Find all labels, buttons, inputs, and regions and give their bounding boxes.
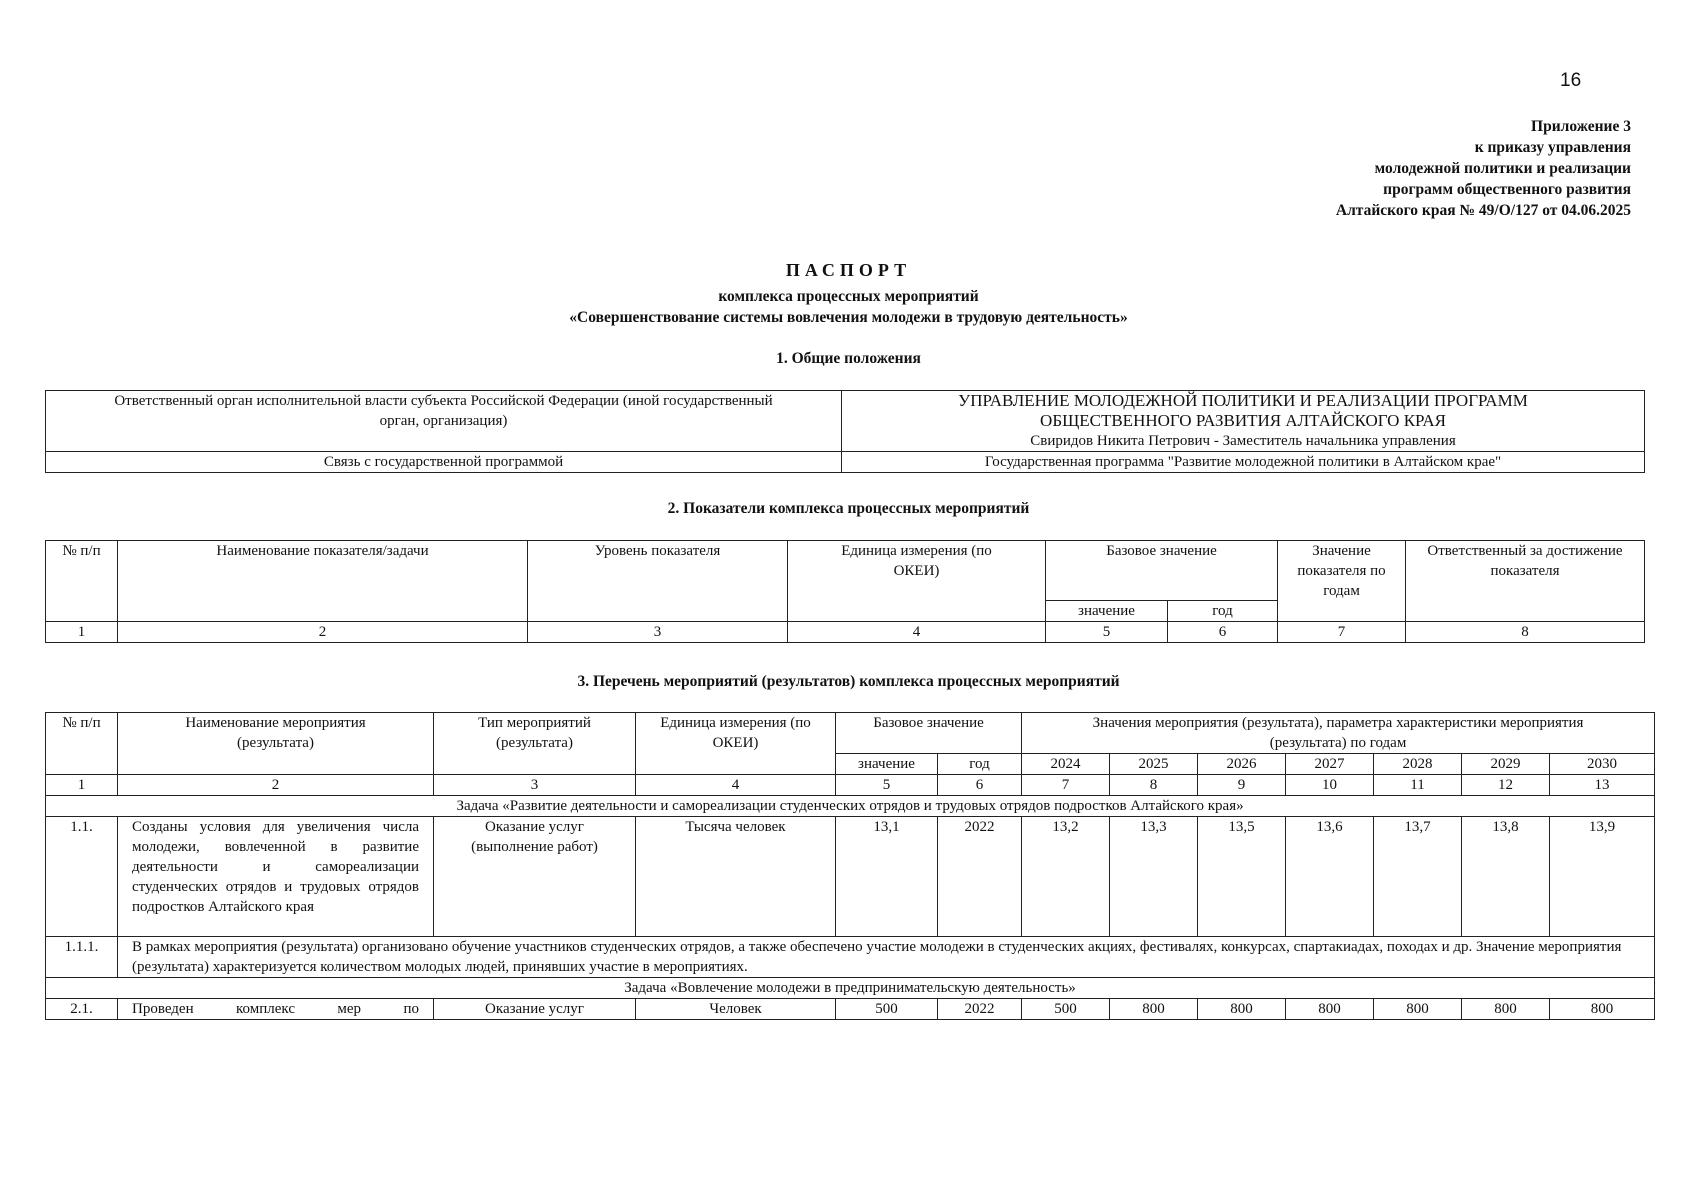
base-year: 2022 <box>938 817 1022 937</box>
value-line: Свиридов Никита Петрович - Заместитель начальника управления <box>1030 433 1456 449</box>
subtitle-line: комплекса процессных мероприятий <box>718 288 979 305</box>
column-number: 10 <box>1286 775 1374 796</box>
column-number: 8 <box>1406 622 1645 643</box>
header-base-year: год <box>1168 601 1278 622</box>
appendix-line: Алтайского края № 49/О/127 от 04.06.2025 <box>1335 202 1631 219</box>
task-row: Задача «Развитие деятельности и самореализации студенческих отрядов и трудовых отрядов подростков Алтайского края» <box>46 796 1655 817</box>
activity-type: Оказание услуг <box>434 999 636 1020</box>
year-value: 13,9 <box>1550 817 1655 937</box>
activity-type: Оказание услуг (выполнение работ) <box>434 817 636 937</box>
indicators-table <box>45 540 1645 643</box>
section-2-heading: 2. Показатели комплекса процессных мероприятий <box>667 500 1030 517</box>
value-line: УПРАВЛЕНИЕ МОЛОДЕЖНОЙ ПОЛИТИКИ И РЕАЛИЗАЦИИ ПРОГРАММ <box>958 391 1528 410</box>
header-type: Тип мероприятий (результата) <box>434 713 636 775</box>
column-number: 7 <box>1022 775 1110 796</box>
header-name: Наименование мероприятия (результата) <box>118 713 434 775</box>
page-number: 16 <box>1560 70 1582 91</box>
year-value: 800 <box>1462 999 1550 1020</box>
column-number: 4 <box>788 622 1046 643</box>
column-number: 12 <box>1462 775 1550 796</box>
program-link-value: Государственная программа "Развитие молодежной политики в Алтайском крае" <box>842 452 1645 473</box>
header-base-value: значение <box>1046 601 1168 622</box>
column-number: 7 <box>1278 622 1406 643</box>
year-value: 13,6 <box>1286 817 1374 937</box>
section-1-heading: 1. Общие положения <box>776 350 921 367</box>
document-subtitle <box>0 286 1697 328</box>
column-number: 4 <box>636 775 836 796</box>
header-num: № п/п <box>46 713 118 775</box>
header-num: № п/п <box>46 541 118 622</box>
column-number: 6 <box>1168 622 1278 643</box>
header-year: 2030 <box>1550 754 1655 775</box>
base-value: 13,1 <box>836 817 938 937</box>
activity-name: Созданы условия для увеличения числа молодежи, вовлеченной в развитие деятельности и самореализации студенческих отрядов и трудовых отрядов подростков Алтайского края <box>118 817 434 937</box>
base-year: 2022 <box>938 999 1022 1020</box>
header-base-value: значение <box>836 754 938 775</box>
appendix-line: программ общественного развития <box>1383 181 1631 198</box>
row-num: 1.1. <box>46 817 118 937</box>
column-number: 13 <box>1550 775 1655 796</box>
year-value: 13,2 <box>1022 817 1110 937</box>
appendix-line: Приложение 3 <box>1531 118 1631 135</box>
column-number: 5 <box>836 775 938 796</box>
column-number: 11 <box>1374 775 1462 796</box>
appendix-line: к приказу управления <box>1474 139 1631 156</box>
year-value: 13,5 <box>1198 817 1286 937</box>
header-year: 2026 <box>1198 754 1286 775</box>
year-value: 500 <box>1022 999 1110 1020</box>
column-number: 3 <box>434 775 636 796</box>
header-name: Наименование показателя/задачи <box>118 541 528 622</box>
responsible-body-label: Ответственный орган исполнительной власти субъекта Российской Федерации (иной государственный орган, организация) <box>46 391 842 452</box>
year-value: 13,7 <box>1374 817 1462 937</box>
document-title: ПАСПОРТ <box>785 260 912 280</box>
header-base: Базовое значение <box>836 713 1022 754</box>
column-number: 6 <box>938 775 1022 796</box>
column-number: 5 <box>1046 622 1168 643</box>
column-number: 8 <box>1110 775 1198 796</box>
activities-table <box>45 712 1655 1020</box>
header-level: Уровень показателя <box>528 541 788 622</box>
header-year: 2024 <box>1022 754 1110 775</box>
year-value: 800 <box>1198 999 1286 1020</box>
year-value: 13,3 <box>1110 817 1198 937</box>
column-number: 1 <box>46 622 118 643</box>
year-value: 800 <box>1110 999 1198 1020</box>
header-year: 2027 <box>1286 754 1374 775</box>
row-num: 2.1. <box>46 999 118 1020</box>
header-year: 2028 <box>1374 754 1462 775</box>
column-number: 1 <box>46 775 118 796</box>
header-unit: Единица измерения (по ОКЕИ) <box>636 713 836 775</box>
header-unit: Единица измерения (по ОКЕИ) <box>788 541 1046 622</box>
year-value: 800 <box>1550 999 1655 1020</box>
task-row: Задача «Вовлечение молодежи в предпринимательскую деятельность» <box>46 978 1655 999</box>
column-number: 2 <box>118 622 528 643</box>
general-provisions-table <box>45 390 1645 473</box>
header-responsible: Ответственный за достижение показателя <box>1406 541 1645 622</box>
activity-name <box>118 999 434 1020</box>
activity-name-text: Проведен комплекс мер по <box>132 1001 419 1017</box>
column-number: 3 <box>528 622 788 643</box>
section-3-heading: 3. Перечень мероприятий (результатов) комплекса процессных мероприятий <box>577 673 1120 690</box>
column-number: 2 <box>118 775 434 796</box>
appendix-header <box>1336 116 1631 221</box>
base-value: 500 <box>836 999 938 1020</box>
header-value-years: Значение показателя по годам <box>1278 541 1406 622</box>
header-year: 2025 <box>1110 754 1198 775</box>
column-number: 9 <box>1198 775 1286 796</box>
header-base-year: год <box>938 754 1022 775</box>
header-values: Значения мероприятия (результата), параметра характеристики мероприятия (результата) по годам <box>1022 713 1655 754</box>
responsible-body-value <box>842 391 1645 452</box>
subtitle-line: «Совершенствование системы вовлечения молодежи в трудовую деятельность» <box>569 309 1128 326</box>
activity-unit: Человек <box>636 999 836 1020</box>
header-year: 2029 <box>1462 754 1550 775</box>
header-base: Базовое значение <box>1046 541 1278 601</box>
activity-description: В рамках мероприятия (результата) организовано обучение участников студенческих отрядов, а также обеспечено участие молодежи в студенческих акциях, фестивалях, конкурсах, спартакиадах, походах и др. Значение мероприятия (результата) характеризуется количеством молодых людей, принявших участие в мероприятиях. <box>118 937 1655 978</box>
program-link-label: Связь с государственной программой <box>46 452 842 473</box>
appendix-line: молодежной политики и реализации <box>1374 160 1631 177</box>
year-value: 800 <box>1286 999 1374 1020</box>
year-value: 800 <box>1374 999 1462 1020</box>
year-value: 13,8 <box>1462 817 1550 937</box>
activity-unit: Тысяча человек <box>636 817 836 937</box>
row-num: 1.1.1. <box>46 937 118 978</box>
value-line: ОБЩЕСТВЕННОГО РАЗВИТИЯ АЛТАЙСКОГО КРАЯ <box>1040 411 1446 430</box>
